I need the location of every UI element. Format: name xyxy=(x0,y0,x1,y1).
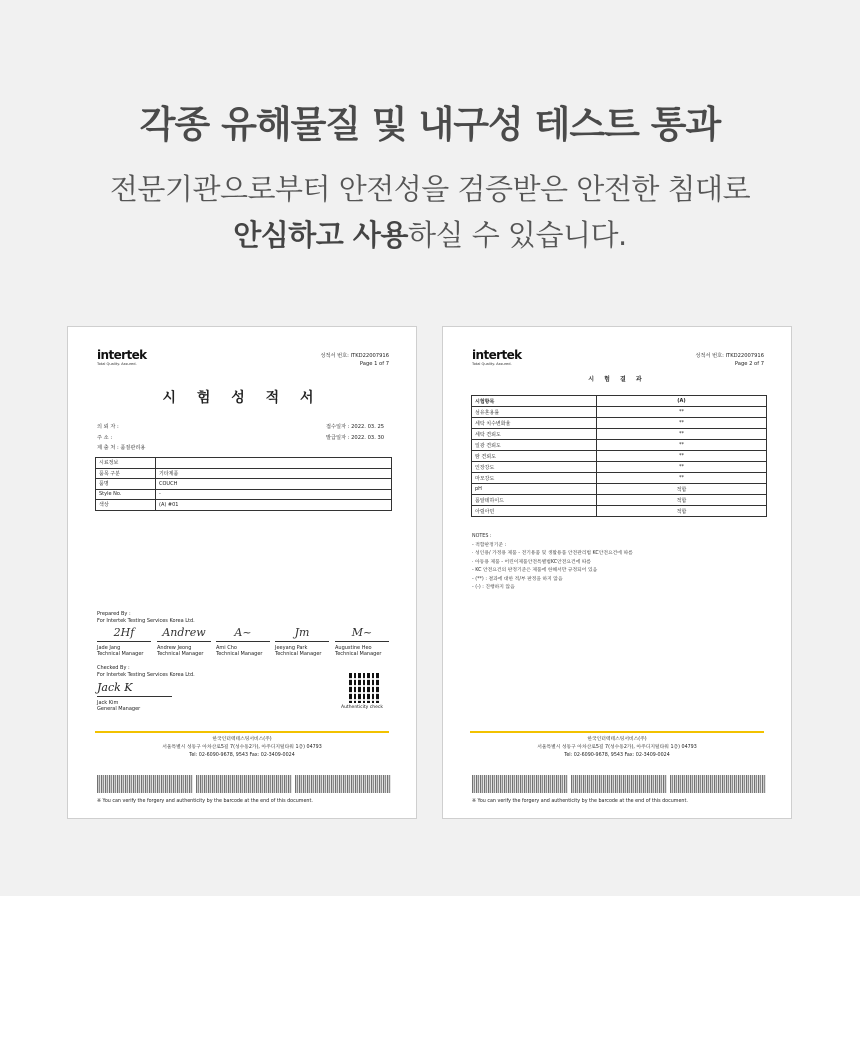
page-number: Page 2 of 7 xyxy=(734,361,764,367)
signer-name: Augustine Heo xyxy=(335,645,372,651)
page-title: 각종 유해물질 및 내구성 테스트 통과 xyxy=(139,103,721,146)
signature-block xyxy=(216,626,270,666)
subtitle-rest: 하실 수 있습니다. xyxy=(407,218,627,252)
table-cell: (A) #01 xyxy=(156,500,392,511)
signer-role: Technical Manager xyxy=(216,651,263,657)
table-row xyxy=(472,440,767,451)
table-cell: 적합 xyxy=(597,495,767,506)
qr-code-icon xyxy=(349,673,379,703)
signer-name: Jade Jang xyxy=(97,645,121,651)
signer-name: Ami Cho xyxy=(216,645,237,651)
table-row xyxy=(472,429,767,440)
report-no-text: 성적서 번호: ITKD22007916 xyxy=(320,353,389,359)
barcode-icon xyxy=(670,775,766,793)
certificate-page-1 xyxy=(67,326,417,819)
signature-mark: Jack K xyxy=(97,681,172,697)
submit-to-field: 제 출 처 : 품질관리용 xyxy=(97,445,146,451)
checked-by xyxy=(97,665,195,678)
table-cell: Style No. xyxy=(96,489,156,500)
table-cell: 일광 견뢰도 xyxy=(472,440,597,451)
signer-role: Technical Manager xyxy=(275,651,322,657)
signer-role: Technical Manager xyxy=(335,651,382,657)
client-field: 의 뢰 자 : xyxy=(97,424,119,430)
barcode-icon xyxy=(97,775,193,793)
footer-company: 한국인터텍테스팅서비스(주) xyxy=(212,737,272,742)
verify-note: ※ You can verify the forgery and authenticity by the barcode at the end of this document. xyxy=(472,799,688,804)
signature-block xyxy=(335,626,389,666)
table-row xyxy=(472,495,767,506)
table-cell: ** xyxy=(597,418,767,429)
signer-name: Jeeyang Park xyxy=(275,645,308,651)
table-cell: - xyxy=(156,489,392,500)
table-cell: ** xyxy=(597,407,767,418)
table-row xyxy=(472,407,767,418)
signature-mark: Andrew xyxy=(157,626,211,642)
note-line: · 성인용/ 가정용 제품 - 전기용품 및 생활용품 안전관리법 KC안전요건에 따름 xyxy=(472,551,633,556)
footer-contact: Tel: 02-6090-9678, 9543 Fax: 02-3409-0024 xyxy=(564,753,670,758)
table-cell: 품목 구분 xyxy=(96,468,156,479)
report-number xyxy=(320,352,389,368)
note-line: · 아동용 제품 - 어린이제품안전특별법KC안전요건에 따름 xyxy=(472,559,592,565)
test-results-table xyxy=(471,395,767,517)
table-cell: 폼알데하이드 xyxy=(472,495,597,506)
signer-name: Jack Kim xyxy=(97,700,119,706)
subtitle-emphasis: 안심하고 사용 xyxy=(233,218,408,252)
footer-contact: Tel: 02-6090-9678, 9543 Fax: 02-3409-0024 xyxy=(189,753,295,758)
table-cell: 땀 견뢰도 xyxy=(472,451,597,462)
signature-mark: 2Hf xyxy=(97,626,151,642)
table-cell: ** xyxy=(597,429,767,440)
table-cell xyxy=(156,458,392,469)
prepared-by-label: Prepared By : xyxy=(97,611,131,617)
table-cell: 시료정보 xyxy=(96,458,156,469)
signature-mark: A~ xyxy=(216,626,270,642)
document-title: 시 험 성 적 서 xyxy=(162,390,322,406)
company-footer xyxy=(443,736,791,760)
table-row xyxy=(472,418,767,429)
intertek-logo: intertek xyxy=(97,348,147,362)
table-cell: ** xyxy=(597,473,767,484)
barcode-strip xyxy=(472,775,766,793)
table-cell: 색상 xyxy=(96,500,156,511)
qr-label: Authenticity check xyxy=(341,705,383,710)
signer-role: Technical Manager xyxy=(97,651,144,657)
footer-divider xyxy=(95,731,389,733)
date-info xyxy=(326,422,384,443)
receipt-date: 접수일자 : 2022. 03. 25 xyxy=(326,424,385,430)
note-line: - KC 안전요건의 판정기준은 제품에 한해서만 규정되어 있음 xyxy=(472,568,598,573)
company-footer xyxy=(68,736,416,760)
table-cell: ** xyxy=(597,440,767,451)
table-cell: ** xyxy=(597,462,767,473)
table-cell: 적합 xyxy=(597,484,767,495)
signature-block xyxy=(275,626,329,666)
note-line: - (**) : 결과에 대한 적/부 판정을 하지 않음 xyxy=(472,576,563,582)
table-cell: COUCH xyxy=(156,479,392,490)
sample-info-table xyxy=(95,457,392,511)
barcode-icon xyxy=(196,775,292,793)
table-cell: 적합 xyxy=(597,506,767,517)
signature-block xyxy=(97,626,151,666)
table-cell: 기타제품 xyxy=(156,468,392,479)
note-line: - 적합판정기준 : xyxy=(472,542,507,548)
table-header: 시험항목 xyxy=(472,396,597,407)
barcode-icon xyxy=(571,775,667,793)
table-row xyxy=(96,500,392,511)
table-row xyxy=(472,484,767,495)
page-subtitle xyxy=(0,166,860,258)
barcode-strip xyxy=(97,775,391,793)
report-number xyxy=(695,352,764,368)
barcode-icon xyxy=(295,775,391,793)
table-header-row xyxy=(472,396,767,407)
signer-role: Technical Manager xyxy=(157,651,204,657)
notes-section xyxy=(472,533,633,593)
note-line: - (-) : 진행하지 않음 xyxy=(472,585,515,590)
checked-by-label: Checked By : xyxy=(97,665,130,671)
client-info xyxy=(97,422,145,454)
signature-mark: Jm xyxy=(275,626,329,642)
report-no-text: 성적서 번호: ITKD22007916 xyxy=(695,353,764,359)
footer-company: 한국인터텍테스팅서비스(주) xyxy=(587,737,647,742)
document-title: 시 험 결 과 xyxy=(588,376,646,383)
certificate-page-2 xyxy=(442,326,792,819)
table-row xyxy=(472,473,767,484)
barcode-icon xyxy=(472,775,568,793)
prepared-by xyxy=(97,611,195,624)
table-cell: 마모강도 xyxy=(472,473,597,484)
subtitle-line-1: 전문기관으로부터 안전성을 검증받은 안전한 침대로 xyxy=(109,172,751,206)
table-row xyxy=(472,506,767,517)
footer-address: 서울특별시 성동구 아차산로5길 7(성수동2가), 아주디지털타워 1층) 04793 xyxy=(537,745,697,750)
page-number: Page 1 of 7 xyxy=(359,361,389,367)
signature-block xyxy=(157,626,211,666)
table-row xyxy=(472,451,767,462)
table-cell: 세탁 치수변화율 xyxy=(472,418,597,429)
table-cell: pH xyxy=(472,484,597,495)
intertek-logo: intertek xyxy=(472,348,522,362)
signer-role: General Manager xyxy=(97,706,141,712)
table-cell: ** xyxy=(597,451,767,462)
table-cell: 세탁 견뢰도 xyxy=(472,429,597,440)
table-row xyxy=(96,479,392,490)
table-row xyxy=(472,462,767,473)
table-cell: 인장강도 xyxy=(472,462,597,473)
footer-address: 서울특별시 성동구 아차산로5길 7(성수동2가), 아주디지털타워 1층) 04793 xyxy=(162,745,322,750)
note-line: NOTES : xyxy=(472,534,492,539)
signature-mark: M~ xyxy=(335,626,389,642)
table-cell: 아릴아민 xyxy=(472,506,597,517)
checked-by-org: For Intertek Testing Services Korea Ltd. xyxy=(97,671,195,678)
signer-name: Andrew Jeong xyxy=(157,645,192,651)
table-header: (A) xyxy=(597,396,767,407)
table-cell: 섬유혼용률 xyxy=(472,407,597,418)
address-field: 주 소 : xyxy=(97,434,113,441)
issue-date: 발급일자 : 2022. 03. 30 xyxy=(326,434,385,441)
subtitle-line-2 xyxy=(0,212,860,258)
signatures xyxy=(97,626,397,666)
table-row xyxy=(96,468,392,479)
table-row xyxy=(96,458,392,469)
logo-tagline: Total Quality. Assured. xyxy=(97,362,137,366)
verify-note: ※ You can verify the forgery and authenticity by the barcode at the end of this document. xyxy=(97,799,313,804)
general-manager-signature xyxy=(97,681,172,712)
prepared-by-org: For Intertek Testing Services Korea Ltd. xyxy=(97,617,195,624)
footer-divider xyxy=(470,731,764,733)
table-row xyxy=(96,489,392,500)
logo-tagline: Total Quality. Assured. xyxy=(472,362,512,366)
table-cell: 품명 xyxy=(96,479,156,490)
